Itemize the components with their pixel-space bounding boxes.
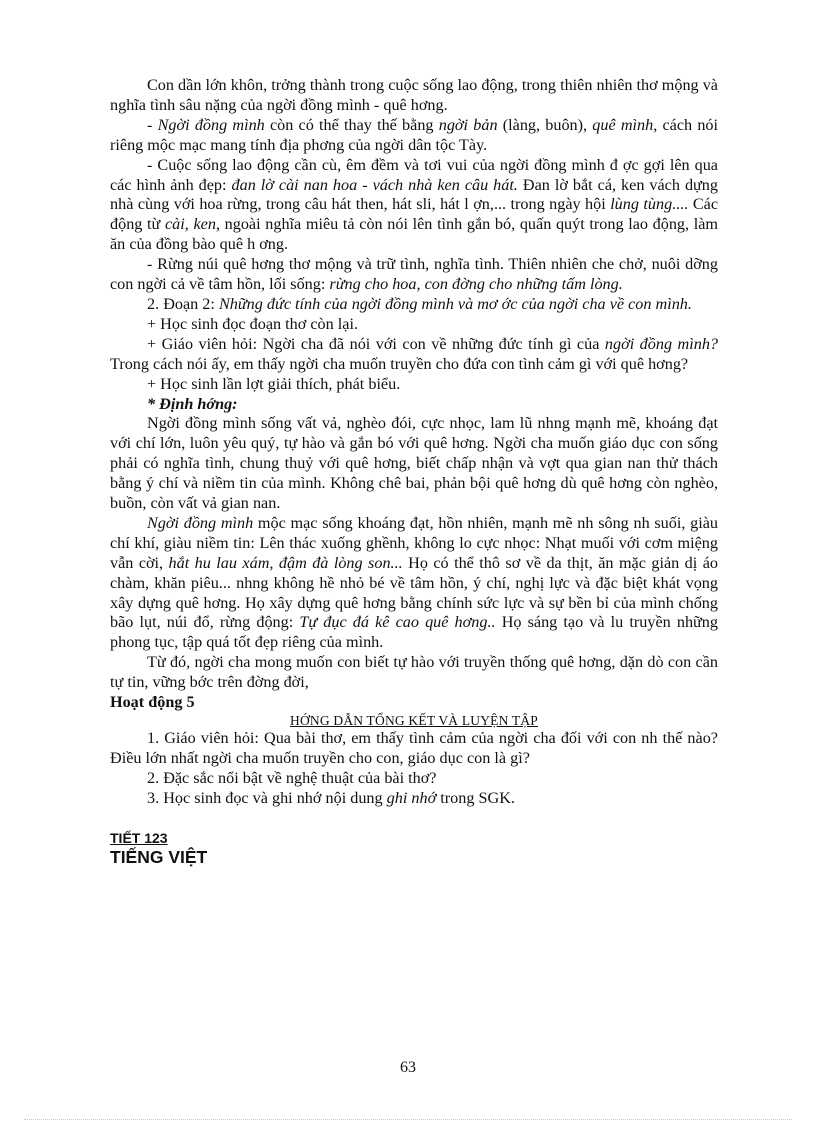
emphasis-text: đan lờ cài nan hoa - vách nhà ken câu hát. xyxy=(231,175,518,194)
text-run: 3. Học sinh đọc và ghi nhớ nội dung xyxy=(147,788,387,807)
emphasis-text: Ngời đồng mình xyxy=(147,513,254,532)
emphasis-text: ngời đồng mình? xyxy=(604,334,719,353)
emphasis-text: lùng tùng.... xyxy=(610,195,689,214)
text-run: + Giáo viên hỏi: Ngời cha đã nói với con về những đức tính gì của xyxy=(147,334,605,353)
paragraph-12 xyxy=(110,653,718,693)
paragraph-9 xyxy=(110,395,718,415)
emphasis-text: Ngời đồng mình xyxy=(157,115,265,134)
page-bottom-border xyxy=(24,1119,792,1120)
text-run: Ngời đồng mình sống vất vả, nghèo đói, cực nhọc, lam lũ nhng mạnh mẽ, khoáng đạt với chí lớn, luôn yêu quý, tự hào và gắn bó với quê hơng. Ngời cha muốn giáo dục con sống phải có nghĩa tình, chung thuỷ với quê hơng, biết chấp nhận và vợt qua gian nan thử thách bằng ý chí và niềm tin của mình. Không chê bai, phản bội quê hơng dù quê hơng còn nghèo, buồn, còn vất vả gian nan. xyxy=(110,414,718,513)
text-run: còn có thể thay thế bằng xyxy=(264,115,439,134)
text-run: 2. Đặc sắc nổi bật về nghệ thuật của bài thơ? xyxy=(147,768,437,787)
emphasis-text: ngời bản xyxy=(438,115,498,134)
emphasis-text: Những đức tính của ngời đồng mình và mơ ớc của ngời cha về con mình. xyxy=(218,294,692,313)
text-run: , cách nói riêng mộc mạc mang tính địa phơng của ngời dân tộc Tày. xyxy=(110,115,719,154)
activity-subtitle: HỚNG DẪN TỔNG KẾT VÀ LUYỆN TẬP xyxy=(290,713,538,728)
paragraph-7 xyxy=(110,335,718,375)
paragraph-3 xyxy=(110,156,718,256)
text-run: - xyxy=(147,115,158,134)
text-run: Họ sáng tạo và lu truyền những phong tục, tập quá tốt đẹp riêng của mình. xyxy=(110,613,718,652)
reading-section xyxy=(110,76,718,693)
paragraph-8 xyxy=(110,375,718,395)
text-run: 2. Đoạn 2: xyxy=(147,294,219,313)
page-number: 63 xyxy=(400,1059,416,1076)
lesson-number: TIẾT 123 xyxy=(110,829,168,846)
emphasis-text: Tự đục đá kê cao quê hơng.. xyxy=(299,613,496,632)
text-run: 1. Giáo viên hỏi: Qua bài thơ, em thấy tình cảm của ngời cha đối với con nh thế nào? Điều lớn nhất ngời cha muốn truyền cho con, giáo dục con là gì? xyxy=(110,729,718,767)
text-run: Các động từ xyxy=(110,195,719,234)
questions-section xyxy=(110,729,718,809)
lesson-subject: TIẾNG VIỆT xyxy=(110,846,208,867)
text-run: + Học sinh lần lợt giải thích, phát biểu. xyxy=(147,374,401,393)
text-run: Trong cách nói ấy, em thấy ngời cha muốn truyền cho đứa con tình cảm gì với quê hơng? xyxy=(110,354,689,373)
page-body xyxy=(110,76,718,867)
emphasis-text: rừng cho hoa, con đờng cho những tấm lòng. xyxy=(329,275,623,294)
text-run: Đan lờ bắt cá, ken vách dựng nhà cùng với hoa rừng, trong câu hát then, hát sli, hát l ợn,... trong ngày hội xyxy=(110,175,718,214)
emphasis-text: cài xyxy=(164,215,185,234)
text-run: Họ có thể thô sơ về da thịt, ăn mặc giản dị áo chàm, khăn piêu... nhng không hề nhỏ bé về tâm hồn, ý chí, nghị lực và đặc biệt khát vọng xây dựng quê hơng. Họ xây dựng quê hơng bằng chính sức lực và sự bền bỉ của mình chống bão lụt, núi đổ, rừng động: xyxy=(110,553,718,632)
text-run: - Rừng núi quê hơng thơ mộng và trữ tình, nghĩa tình. Thiên nhiên che chở, nuôi dỡng con ngời cả về tâm hồn, lối sống: xyxy=(110,255,718,294)
paragraph-1 xyxy=(110,76,718,116)
paragraph-10 xyxy=(110,414,718,514)
emphasis-text: hắt hu lau xám, đậm đà lòng son... xyxy=(168,553,403,572)
text-run: Từ đó, ngời cha mong muốn con biết tự hào với truyền thống quê hơng, dặn dò con cần tự tin, vững bớc trên đờng đời, xyxy=(110,653,718,692)
question-3 xyxy=(110,789,718,809)
activity-title: Hoạt động 5 xyxy=(110,693,195,712)
text-run: , ngoài nghĩa miêu tả còn nói lên tình gắn bó, quấn quýt trong lao động, làm ăn của đồng bào quê h ơng. xyxy=(110,215,719,254)
text-run: + Học sinh đọc đoạn thơ còn lại. xyxy=(147,314,358,333)
paragraph-5 xyxy=(110,295,718,315)
text-run: - Cuộc sống lao động cần cù, êm đềm và tơi vui của ngời đồng mình đ ợc gợi lên qua các hình ảnh đẹp: xyxy=(110,155,718,194)
emphasis-text: ghi nhớ xyxy=(386,788,437,807)
paragraph-6 xyxy=(110,315,718,335)
text-run: , xyxy=(184,215,194,234)
text-run: trong SGK. xyxy=(436,788,515,807)
paragraph-4 xyxy=(110,255,718,295)
emphasis-text: ken xyxy=(193,215,216,234)
question-2 xyxy=(110,769,718,789)
question-1 xyxy=(110,729,718,769)
emphasis-text: * Định hớng: xyxy=(147,394,238,413)
paragraph-11 xyxy=(110,514,718,653)
text-run: mộc mạc sống khoáng đạt, hồn nhiên, mạnh mẽ nh sông nh suối, giàu chí khí, giàu niềm tin: Lên thác xuống ghềnh, không lo cực nhọc: Nhạt muối với cơm miệng vẫn cời, xyxy=(110,513,719,572)
text-run: Con dần lớn khôn, trởng thành trong cuộc sống lao động, trong thiên nhiên thơ mộng và nghĩa tình sâu nặng của ngời đồng mình - quê hơng. xyxy=(110,76,718,114)
text-run: (làng, buôn), xyxy=(497,115,593,134)
paragraph-2 xyxy=(110,116,718,156)
emphasis-text: quê mình xyxy=(592,115,654,134)
